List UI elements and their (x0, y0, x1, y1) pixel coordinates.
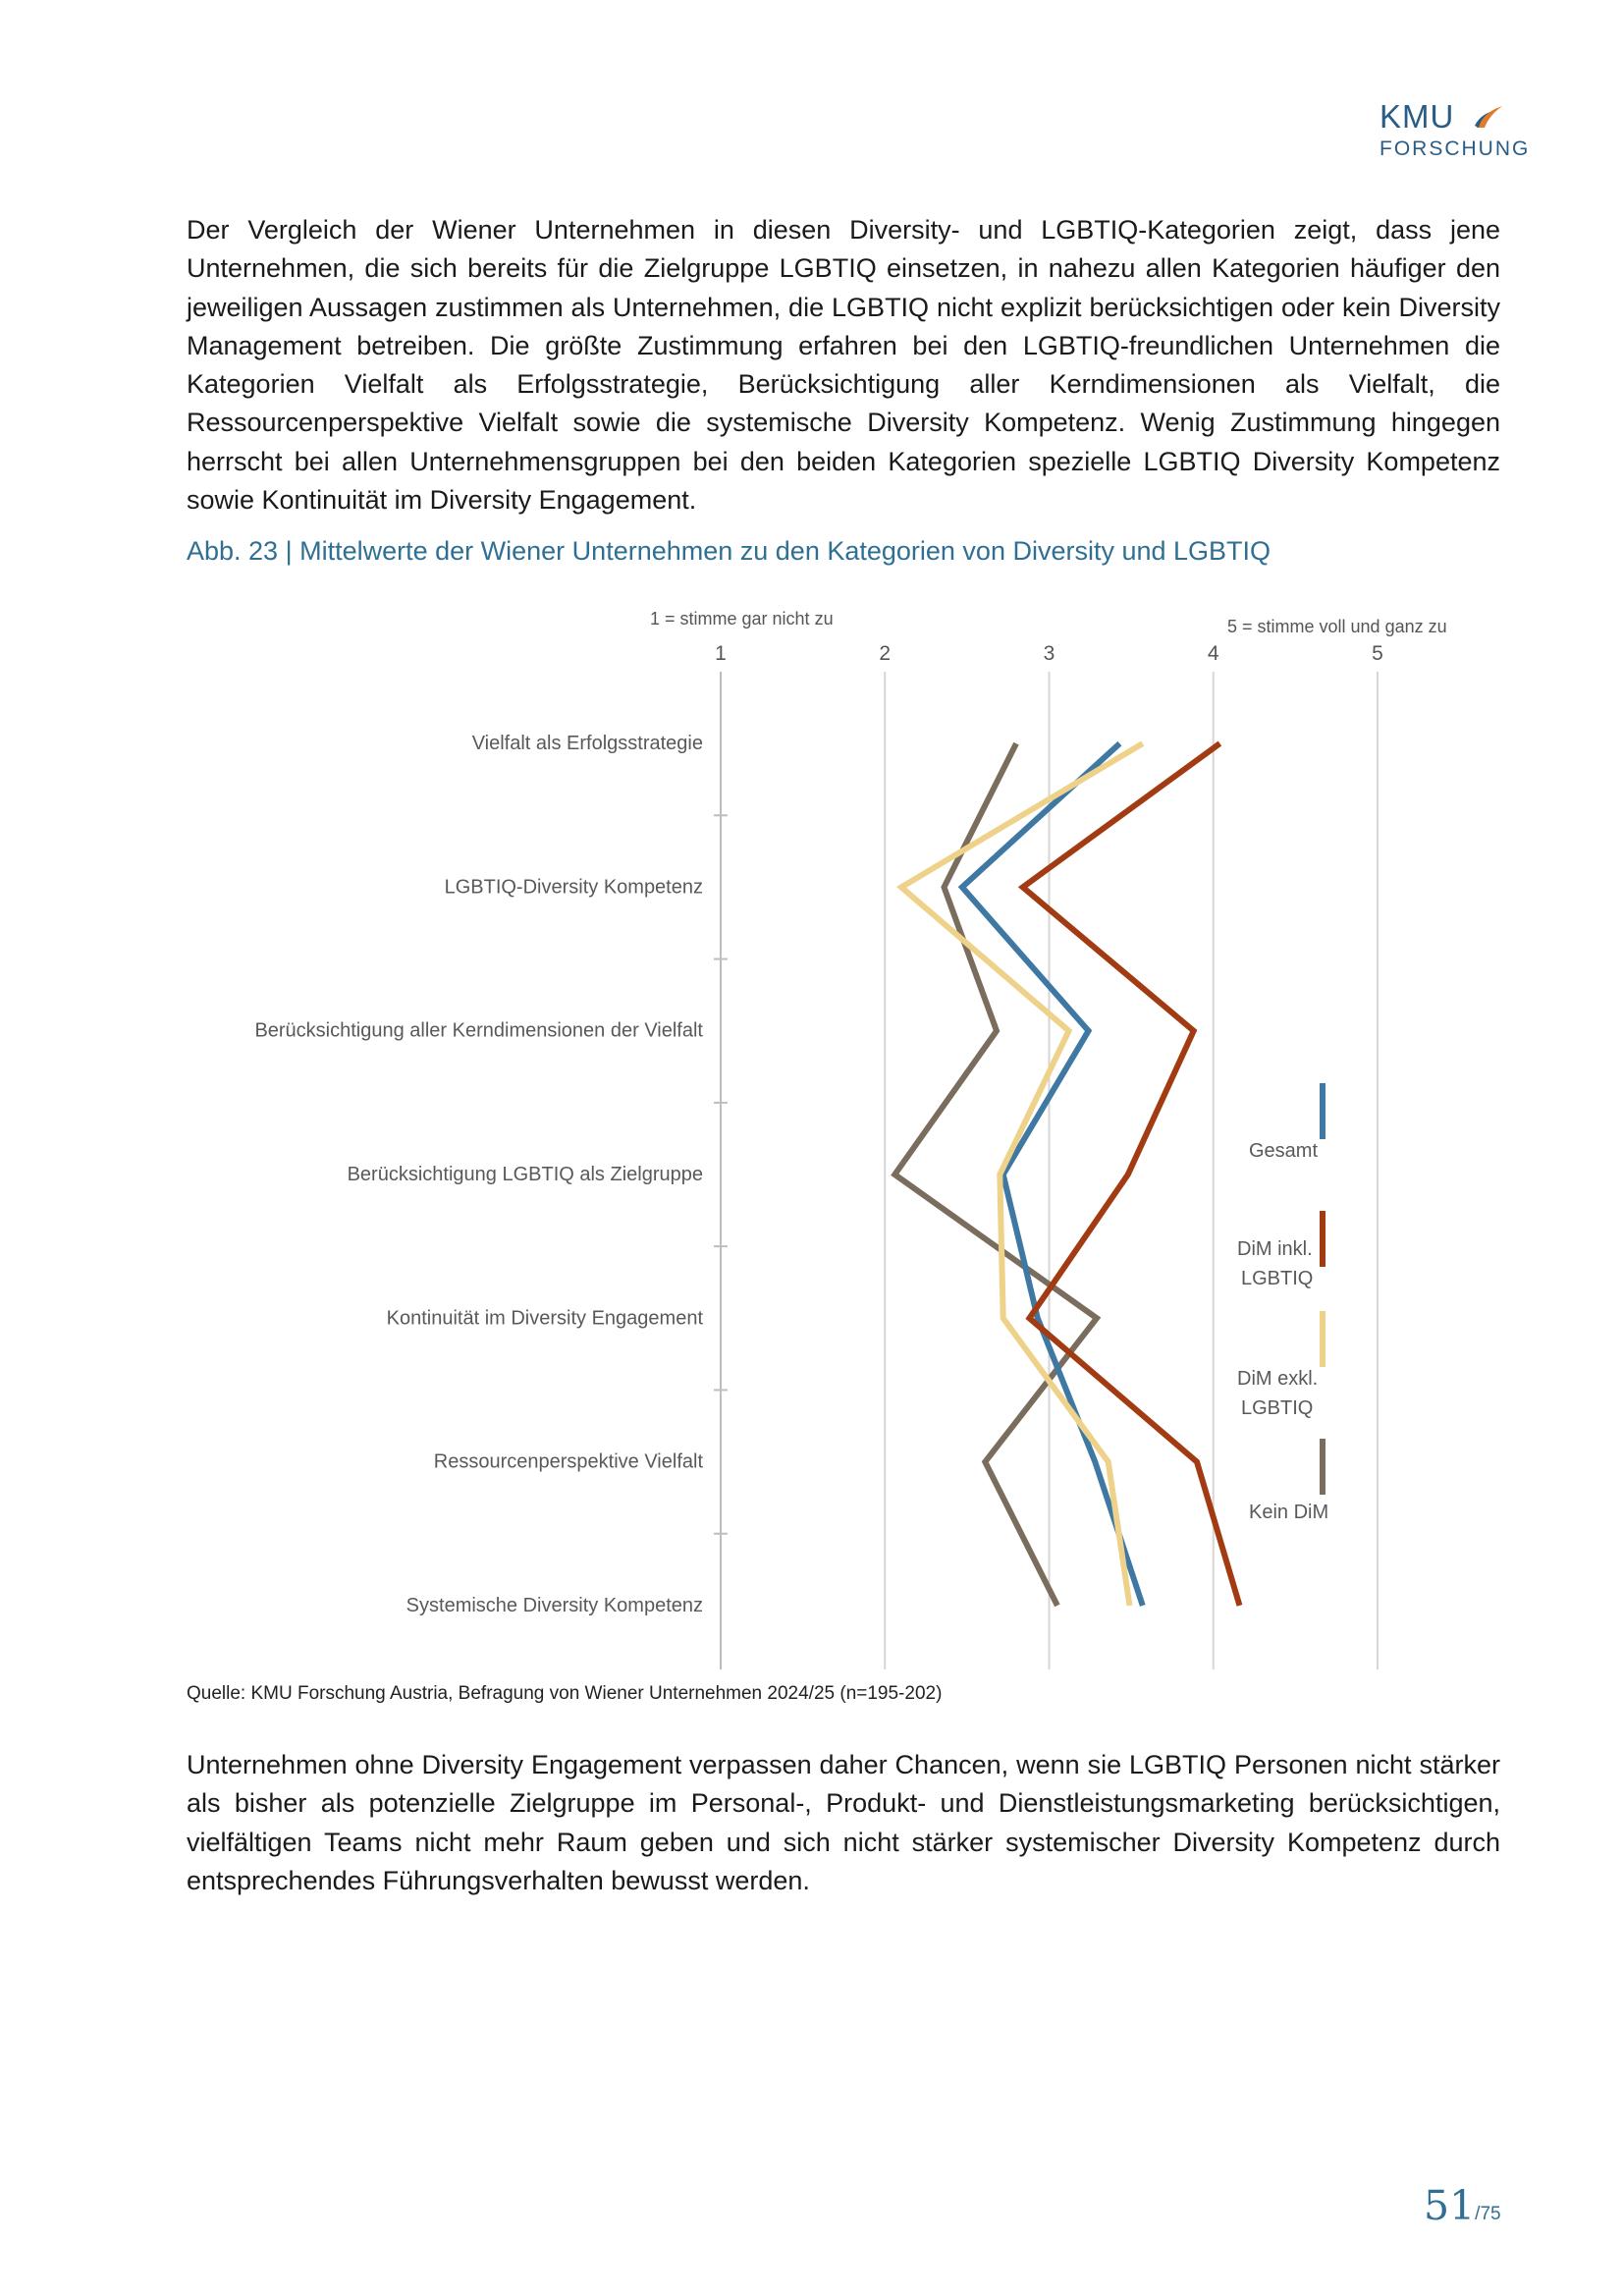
logo-text-forschung: FORSCHUNG (1380, 137, 1531, 160)
legend-label-dim-inkl-lgbtiq-0: DiM inkl. (1237, 1238, 1313, 1260)
body-paragraph-2: Unternehmen ohne Diversity Engagement verpassen daher Chancen, wenn sie LGBTIQ Personen nicht stärker als bisher als potenzielle Zielgruppe im Personal-, Produkt- und Dienstleistungsmarketing berücksichtigen, vielfältigen Teams nicht mehr Raum geben und sich nicht stärker systemischer Diversity Kompetenz durch entsprechendes Führungsverhalten bewusst werden. (187, 1750, 1500, 1895)
category-label-5: Ressourcenperspektive Vielfalt (433, 1450, 703, 1473)
figure-source: Quelle: KMU Forschung Austria, Befragung von Wiener Unternehmen 2024/25 (n=195-202) (187, 1683, 943, 1704)
x-tick-label-1: 1 (715, 642, 727, 665)
figure-caption: Abb. 23 | Mittelwerte der Wiener Unternehmen zu den Kategorien von Diversity und LGBTIQ (187, 536, 1271, 566)
scale-right-label: 5 = stimme voll und ganz zu (1227, 617, 1447, 636)
scale-left-label: 1 = stimme gar nicht zu (650, 609, 834, 629)
body-paragraph-1: Der Vergleich der Wiener Unternehmen in diesen Diversity- und LGBTIQ-Kategorien zeigt, dass jene Unternehmen, die sich bereits für die Zielgruppe LGBTIQ einsetzen, in nahezu allen Kategorien häufiger den jeweiligen Aussagen zustimmen als Unternehmen, die LGBTIQ nicht explizit berücksichtigen oder kein Diversity Management betreiben. Die größte Zustimmung erfahren bei den LGBTIQ-freundlichen Unternehmen die Kategorien Vielfalt als Erfolgsstrategie, Berücksichtigung aller Kerndimensionen als Vielfalt, die Ressourcenperspektive Vielfalt sowie die systemische Diversity Kompetenz. Wenig Zustimmung hingegen herrscht bei allen Unternehmensgruppen bei den beiden Kategorien spezielle LGBTIQ Diversity Kompetenz sowie Kontinuität im Diversity Engagement. (187, 215, 1500, 516)
legend-label-dim-exkl-lgbtiq-0: DiM exkl. (1237, 1368, 1319, 1390)
x-tick-label-3: 3 (1043, 642, 1055, 665)
diversity-means-chart (177, 589, 1512, 1669)
category-label-1: LGBTIQ-Diversity Kompetenz (444, 876, 703, 899)
logo-text-kmu: KMU (1380, 98, 1455, 135)
legend-label-gesamt-0: Gesamt (1249, 1140, 1319, 1162)
series-line-dim-exkl-lgbtiq (901, 743, 1143, 1606)
x-tick-label-2: 2 (879, 642, 892, 665)
series-line-dim-inkl-lgbtiq (1023, 743, 1240, 1606)
kmu-forschung-logo (1380, 98, 1531, 167)
category-label-4: Kontinuität im Diversity Engagement (386, 1307, 703, 1330)
category-label-2: Berücksichtigung aller Kerndimensionen der Vielfalt (254, 1019, 703, 1042)
page-number-total: /75 (1475, 2204, 1501, 2224)
x-tick-label-4: 4 (1207, 642, 1219, 665)
category-label-6: Systemische Diversity Kompetenz (406, 1594, 703, 1616)
logo-leaf-icon (1473, 102, 1504, 132)
legend-label-kein-dim-0: Kein DiM (1249, 1502, 1329, 1523)
category-label-0: Vielfalt als Erfolgsstrategie (471, 733, 703, 755)
category-label-3: Berücksichtigung LGBTIQ als Zielgruppe (347, 1164, 703, 1185)
legend-label-dim-inkl-lgbtiq-1: LGBTIQ (1241, 1268, 1314, 1289)
x-tick-label-5: 5 (1372, 642, 1383, 665)
page-number-current: 51 (1424, 2182, 1476, 2229)
legend-label-dim-exkl-lgbtiq-1: LGBTIQ (1241, 1397, 1314, 1419)
page-number (1424, 2182, 1501, 2229)
